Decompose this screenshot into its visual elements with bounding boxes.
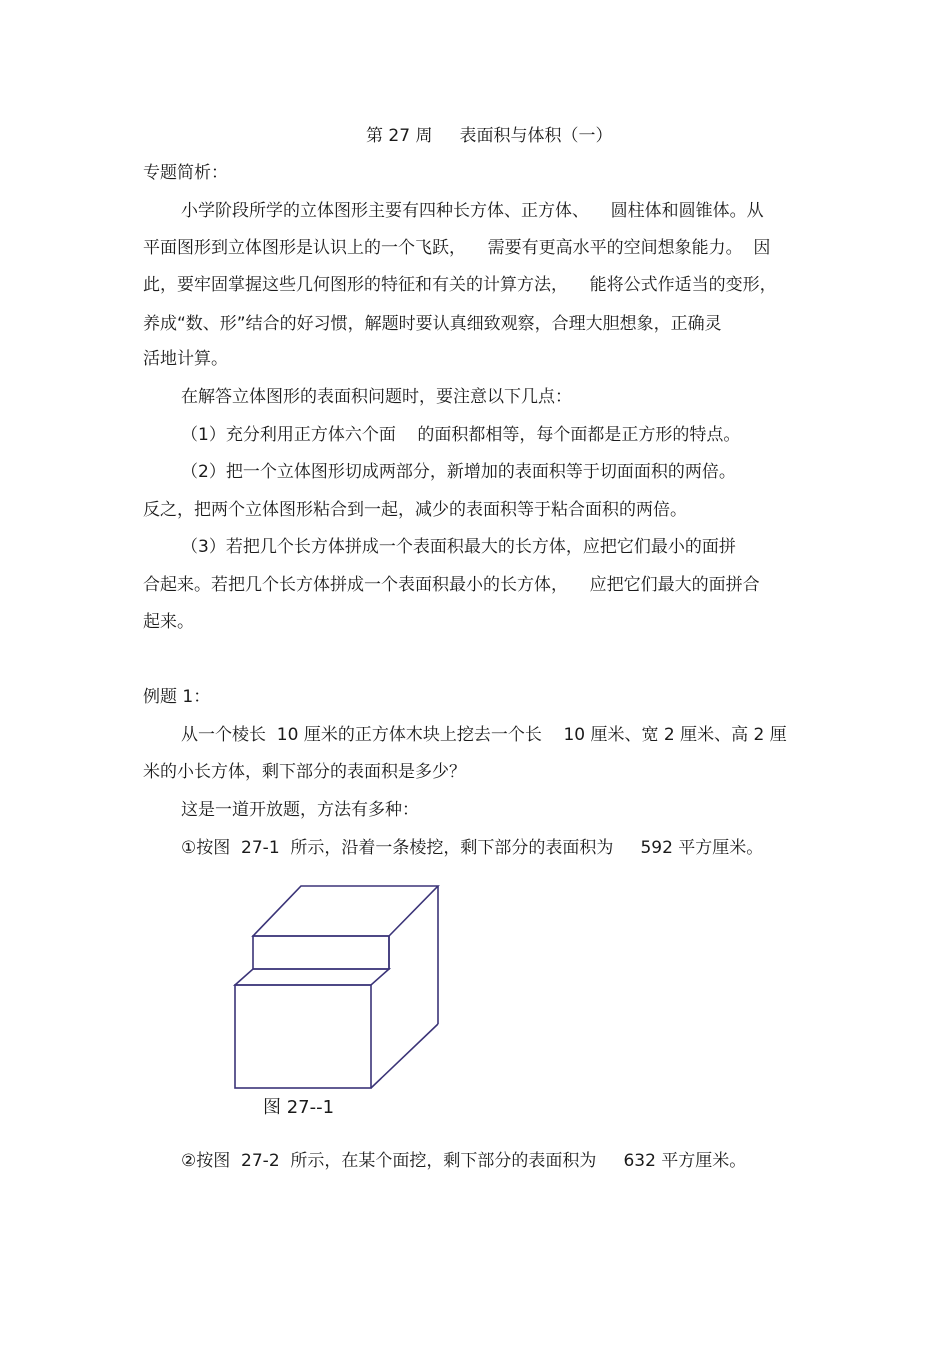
point-3-line-1: （3）若把几个长方体拼成一个表面积最大的长方体，应把它们最小的面拼 [181,537,736,557]
example-text-line-1: 从一个棱长 10 厘米的正方体木块上挖去一个长 10 厘米、宽 2 厘米、高 2 厘 [181,725,787,745]
lower-front-face [235,985,371,1088]
points-intro: 在解答立体图形的表面积问题时，要注意以下几点： [181,387,572,407]
example-text-line-2: 米的小长方体，剩下部分的表面积是多少？ [143,762,466,782]
step-front-face [253,936,389,969]
method-1: ①按图 27-1 所示，沿着一条棱挖，剩下部分的表面积为 592 平方厘米。 [181,838,764,858]
intro-line-1: 小学阶段所学的立体图形主要有四种长方体、正方体、 圆柱体和圆锥体。从 [181,201,764,221]
open-problem-note: 这是一道开放题，方法有多种： [181,800,419,820]
intro-line-5: 活地计算。 [143,349,228,369]
back-top-face [253,886,438,936]
lower-top-face [235,969,389,985]
figure-edges [235,886,438,1088]
point-1: （1）充分利用正方体六个面 的面积都相等，每个面都是正方形的特点。 [181,425,741,445]
intro-line-4: 养成“数、形”结合的好习惯，解题时要认真细致观察，合理大胆想象，正确灵 [143,314,722,334]
page-title: 第 27 周 表面积与体积（一） [366,126,613,146]
point-2-line-1: （2）把一个立体图形切成两部分，新增加的表面积等于切面面积的两倍。 [181,462,736,482]
point-3-line-2: 合起来。若把几个长方体拼成一个表面积最小的长方体， 应把它们最大的面拼合 [143,575,760,595]
example-label: 例题 1： [143,687,211,707]
point-2-line-2: 反之，把两个立体图形粘合到一起，减少的表面积等于粘合面积的两倍。 [143,500,687,520]
section-label: 专题简析： [143,163,228,183]
right-bottom-edge [371,1024,438,1088]
figure-caption: 图 27--1 [263,1097,335,1118]
figure-27-1 [225,878,450,1093]
point-3-line-3: 起来。 [143,612,194,632]
method-2: ②按图 27-2 所示，在某个面挖，剩下部分的表面积为 632 平方厘米。 [181,1151,747,1171]
intro-line-3: 此，要牢固掌握这些几何图形的特征和有关的计算方法， 能将公式作适当的变形， [143,275,777,295]
intro-line-2: 平面图形到立体图形是认识上的一个飞跃， 需要有更高水平的空间想象能力。 因 [143,238,771,258]
